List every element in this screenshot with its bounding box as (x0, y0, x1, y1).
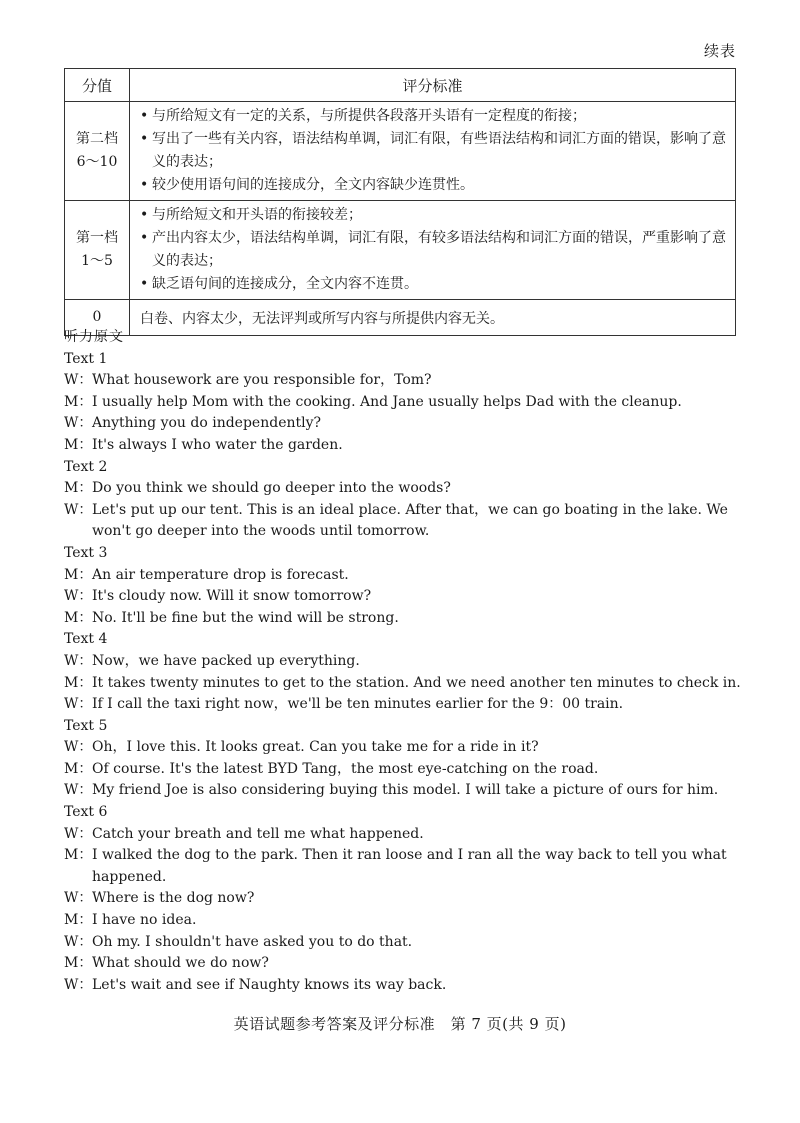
dialogue-line (64, 565, 744, 587)
speaker-label: M： (64, 609, 93, 626)
dialogue-text: If I call the taxi right now，we'll be ten minutes earlier for the 9：00 train. (92, 696, 624, 713)
dialogue-text: I usually help Mom with the cooking. And Jane usually helps Dad with the cleanup. (92, 393, 682, 410)
speaker-label: W： (64, 739, 93, 756)
dialogue-line (64, 932, 744, 954)
dialogue-line (64, 370, 744, 392)
dialogue-text: It takes twenty minutes to get to the station. And we need another ten minutes to check in. (92, 674, 741, 691)
dialogue-text: I have no idea. (92, 912, 197, 929)
dialogue-text: Oh my. I shouldn't have asked you to do that. (92, 933, 413, 950)
dialogue-text: It's always I who water the garden. (92, 436, 343, 453)
criterion-item: • 写出了一些有关内容，语法结构单调，词汇有限，有些语法结构和词汇方面的错误，影响了意义的表达； (140, 128, 727, 174)
dialogue-line (64, 608, 744, 630)
dialogue-line (64, 845, 744, 888)
dialogue-text: No. It'll be fine but the wind will be strong. (92, 609, 399, 626)
dialogue-line (64, 975, 744, 997)
criterion-item: • 产出内容太少，语法结构单调，词汇有限，有较多语法结构和词汇方面的错误，严重影响了意义的表达； (140, 227, 727, 273)
continuation-label: 续表 (703, 42, 736, 60)
transcript-heading: 听力原文 (64, 329, 124, 345)
speaker-label: M： (64, 674, 93, 691)
dialogue-text: What housework are you responsible for，Tom? (92, 372, 432, 389)
speaker-label: M： (64, 912, 93, 929)
table-row (65, 102, 736, 201)
speaker-label: M： (64, 955, 93, 972)
criteria-cell (130, 102, 736, 201)
dialogue-text: Catch your breath and tell me what happened. (92, 825, 424, 842)
dialogue-line (64, 759, 744, 781)
text-title: Text 6 (64, 804, 108, 821)
speaker-label: W： (64, 696, 93, 713)
dialogue-line (64, 953, 744, 975)
criterion-item: • 缺乏语句间的连接成分，全文内容不连贯。 (140, 273, 727, 296)
speaker-label: W： (64, 825, 93, 842)
speaker-label: W： (64, 890, 93, 907)
scoring-table (64, 68, 736, 336)
dialogue-line (64, 586, 744, 608)
dialogue-text: An air temperature drop is forecast. (92, 566, 349, 583)
dialogue-text: It's cloudy now. Will it snow tomorrow? (92, 588, 372, 605)
dialogue-text: My friend Joe is also considering buying this model. I will take a picture of ours for him. (92, 782, 719, 799)
text-title: Text 4 (64, 631, 108, 648)
dialogue-line (64, 888, 744, 910)
speaker-label: M： (64, 760, 93, 777)
dialogue-line (64, 413, 744, 435)
speaker-label: W： (64, 501, 93, 518)
criterion-item: • 较少使用语句间的连接成分，全文内容缺少连贯性。 (140, 174, 727, 197)
table-row (65, 201, 736, 300)
dialogue-line (64, 824, 744, 846)
dialogue-line (64, 651, 744, 673)
speaker-label: W： (64, 588, 93, 605)
speaker-label: M： (64, 847, 93, 864)
dialogue-line (64, 500, 744, 543)
dialogue-line (64, 737, 744, 759)
listening-transcript (64, 327, 744, 996)
text-title: Text 3 (64, 544, 108, 561)
dialogue-line (64, 435, 744, 457)
dialogue-text: Let's put up our tent. This is an ideal place. After that，we can go boating in the lake. We won't go deeper into the woods until tomorrow. (92, 501, 728, 540)
dialogue-line (64, 392, 744, 414)
dialogue-text: Oh，I love this. It looks great. Can you take me for a ride in it? (92, 739, 539, 756)
speaker-label: W： (64, 976, 93, 993)
criteria-cell (130, 201, 736, 300)
speaker-label: M： (64, 393, 93, 410)
dialogue-text: Where is the dog now? (92, 890, 255, 907)
grade-cell (65, 201, 130, 300)
dialogue-text: Of course. It's the latest BYD Tang，the most eye-catching on the road. (92, 760, 599, 777)
dialogue-line (64, 673, 744, 695)
speaker-label: M： (64, 566, 93, 583)
text-title: Text 1 (64, 350, 108, 367)
dialogue-line (64, 694, 744, 716)
speaker-label: W： (64, 933, 93, 950)
table-header-row (65, 69, 736, 102)
speaker-label: W： (64, 372, 93, 389)
text-title: Text 5 (64, 717, 108, 734)
grade-name: 第一档 (76, 230, 118, 246)
dialogue-line (64, 478, 744, 500)
dialogue-line (64, 910, 744, 932)
dialogue-text: Let's wait and see if Naughty knows its way back. (92, 976, 447, 993)
dialogue-line (64, 780, 744, 802)
header-criteria: 评分标准 (130, 69, 736, 102)
speaker-label: M： (64, 480, 93, 497)
grade-range: 6～10 (76, 154, 118, 170)
dialogue-text: Do you think we should go deeper into the woods? (92, 480, 451, 497)
dialogue-text: Anything you do independently? (92, 415, 322, 432)
criterion-item: • 与所给短文和开头语的衔接较差； (140, 204, 727, 227)
text-title: Text 2 (64, 458, 108, 475)
dialogue-text: I walked the dog to the park. Then it ran loose and I ran all the way back to tell you what happened. (92, 847, 727, 885)
page-footer: 英语试题参考答案及评分标准 第 7 页(共 9 页) (233, 1015, 567, 1033)
dialogue-text: Now，we have packed up everything. (92, 652, 360, 669)
header-score: 分值 (65, 69, 130, 102)
grade-name: 第二档 (76, 131, 118, 147)
speaker-label: M： (64, 436, 93, 453)
grade-cell (65, 102, 130, 201)
dialogue-text: What should we do now? (92, 955, 269, 972)
criteria-cell: 白卷、内容太少，无法评判或所写内容与所提供内容无关。 (130, 300, 736, 336)
grade-range: 1～5 (81, 253, 113, 269)
criterion-item: • 与所给短文有一定的关系，与所提供各段落开头语有一定程度的衔接； (140, 105, 727, 128)
speaker-label: W： (64, 652, 93, 669)
speaker-label: W： (64, 415, 93, 432)
speaker-label: W： (64, 782, 93, 799)
grade-cell: 0 (65, 300, 130, 336)
